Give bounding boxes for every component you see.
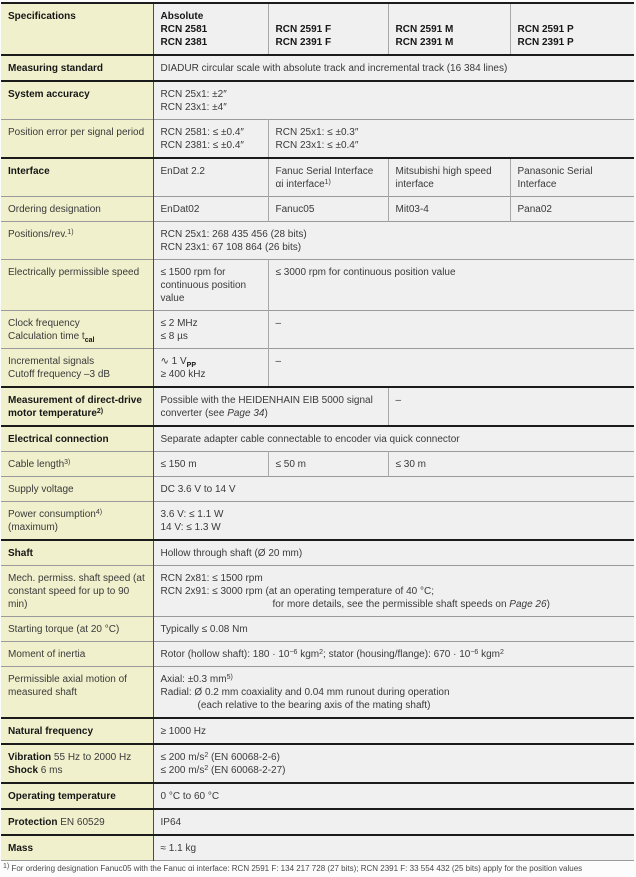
row-label-supply-voltage: Supply voltage (1, 477, 153, 502)
spec-value-cell: Pana02 (510, 197, 634, 222)
spec-value-cell: ≤ 150 m (153, 452, 268, 477)
spec-value-cell: IP64 (153, 809, 634, 835)
table-row-natural-frequency (1, 718, 634, 744)
table-row-ordering-designation (1, 197, 634, 222)
table-row-starting-torque (1, 617, 634, 642)
spec-value-cell: DIADUR circular scale with absolute track and incremental track (16 384 lines) (153, 55, 634, 81)
row-label-positions-rev: Positions/rev.$^{1)}$ (1, 222, 153, 260)
row-label-electrical-connection: Electrical connection (1, 426, 153, 452)
spec-value-cell: ≤ 3000 rpm for continuous position value (268, 260, 634, 311)
row-label-measuring-standard: Measuring standard (1, 55, 153, 81)
table-row-vibration-shock (1, 744, 634, 783)
table-row-position-error (1, 120, 634, 159)
spec-value-cell: RCN 2x81: ≤ 1500 rpm RCN 2x91: ≤ 3000 rpm (at an operating temperature of 40 °C; for more details, see the permissible shaft speeds on Page 26) (153, 566, 634, 617)
table-row-system-accuracy (1, 81, 634, 120)
footnote: $^{1)}$ For ordering designation Fanuc05 with the Fanuc αi interface: RCN 2591 F: 134 217 728 (27 bits); RCN 2391 F: 33 554 432 (25 bits) apply for the position values (3, 862, 583, 873)
spec-value-cell: ≈ 1.1 kg (153, 835, 634, 861)
row-label-electrically-permissible-speed: Electrically permissible speed (1, 260, 153, 311)
table-row-electrically-permissible-speed (1, 260, 634, 311)
table-row-supply-voltage (1, 477, 634, 502)
row-label-system-accuracy: System accuracy (1, 81, 153, 120)
header-col-endat: Absolute RCN 2581 RCN 2381 (153, 3, 268, 55)
spec-value-cell: RCN 25x1: ±2″ RCN 23x1: ±4″ (153, 81, 634, 120)
spec-value-cell: Axial: ±0.3 $mm^{5)}$ Radial: Ø 0.2 mm coaxiality and 0.04 mm runout during operation (each relative to the bearing axis of the mating shaft) (153, 667, 634, 719)
spec-value-cell: ≥ 1000 Hz (153, 718, 634, 744)
spec-value-cell: – (268, 311, 634, 349)
spec-value-cell: RCN 25x1: 268 435 456 (28 bits) RCN 23x1: 67 108 864 (26 bits) (153, 222, 634, 260)
spec-value-cell: Fanuc Serial Interface αi interface$^{1)}$ (268, 158, 388, 197)
row-label-shaft: Shaft (1, 540, 153, 566)
spec-value-cell: – (388, 387, 634, 426)
specifications-table (1, 2, 634, 861)
header-col-panasonic: RCN 2591 P RCN 2391 P (510, 3, 634, 55)
row-label-clock-frequency: Clock frequency Calculation time $t_{cal}$ (1, 311, 153, 349)
spec-value-cell: Fanuc05 (268, 197, 388, 222)
row-label-moment-of-inertia: Moment of inertia (1, 642, 153, 667)
row-label-position-error: Position error per signal period (1, 120, 153, 159)
row-label-incremental-signals: Incremental signals Cutoff frequency –3 dB (1, 349, 153, 388)
table-row-positions-rev (1, 222, 634, 260)
row-label-protection: Protection EN 60529 (1, 809, 153, 835)
spec-value-cell: ≤ 1500 rpm for continuous position value (153, 260, 268, 311)
table-row-axial-motion (1, 667, 634, 719)
table-row-interface (1, 158, 634, 197)
spec-value-cell: RCN 2581: ≤ ±0.4″ RCN 2381: ≤ ±0.4″ (153, 120, 268, 159)
spec-value-cell: Mit03-4 (388, 197, 510, 222)
table-header (1, 3, 634, 55)
spec-value-cell: 3.6 V: ≤ 1.1 W 14 V: ≤ 1.3 W (153, 502, 634, 541)
spec-value-cell: RCN 25x1: ≤ ±0.3″ RCN 23x1: ≤ ±0.4″ (268, 120, 634, 159)
spec-value-cell: Possible with the HEIDENHAIN EIB 5000 signal converter (see Page 34) (153, 387, 388, 426)
row-label-mech-shaft-speed: Mech. permiss. shaft speed (at constant speed for up to 90 min) (1, 566, 153, 617)
table-row-protection (1, 809, 634, 835)
table-row-electrical-connection (1, 426, 634, 452)
header-col-fanuc: RCN 2591 F RCN 2391 F (268, 3, 388, 55)
row-label-vibration-shock: Vibration 55 Hz to 2000 Hz Shock 6 ms (1, 744, 153, 783)
spec-value-cell: Hollow through shaft (Ø 20 mm) (153, 540, 634, 566)
header-col-mitsubishi: RCN 2591 M RCN 2391 M (388, 3, 510, 55)
header-row (1, 3, 634, 55)
row-label-starting-torque: Starting torque (at 20 °C) (1, 617, 153, 642)
table-row-shaft (1, 540, 634, 566)
table-row-cable-length (1, 452, 634, 477)
row-label-cable-length: Cable length$^{3)}$ (1, 452, 153, 477)
spec-table-body (1, 55, 634, 861)
row-label-operating-temperature: Operating temperature (1, 783, 153, 809)
table-row-motor-temperature (1, 387, 634, 426)
table-row-mass (1, 835, 634, 861)
table-row-mech-shaft-speed (1, 566, 634, 617)
spec-value-cell: Separate adapter cable connectable to encoder via quick connector (153, 426, 634, 452)
row-label-motor-temperature: Measurement of direct-drive motor temperature$^{2)}$ (1, 387, 153, 426)
datasheet-page (0, 2, 636, 873)
row-label-interface: Interface (1, 158, 153, 197)
row-label-power-consumption: Power consumption$^{4)}$ (maximum) (1, 502, 153, 541)
row-label-natural-frequency: Natural frequency (1, 718, 153, 744)
table-row-clock-frequency (1, 311, 634, 349)
table-row-measuring-standard (1, 55, 634, 81)
table-row-power-consumption (1, 502, 634, 541)
spec-value-cell: 0 °C to 60 °C (153, 783, 634, 809)
spec-value-cell: Panasonic Serial Interface (510, 158, 634, 197)
spec-value-cell: ≤ 2 MHz ≤ 8 µs (153, 311, 268, 349)
table-row-incremental-signals (1, 349, 634, 388)
table-row-operating-temperature (1, 783, 634, 809)
spec-value-cell: EnDat 2.2 (153, 158, 268, 197)
row-label-mass: Mass (1, 835, 153, 861)
row-label-axial-motion: Permissible axial motion of measured shaft (1, 667, 153, 719)
spec-value-cell: ≤ 50 m (268, 452, 388, 477)
spec-value-cell: DC 3.6 V to 14 V (153, 477, 634, 502)
spec-value-cell: EnDat02 (153, 197, 268, 222)
spec-value-cell: ≤ 200 $m/s^2$ (EN 60068-2-6) ≤ 200 $m/s^2$ (EN 60068-2-27) (153, 744, 634, 783)
spec-value-cell: ∿ 1 $V_{PP}$ ≥ 400 kHz (153, 349, 268, 388)
header-specifications: Specifications (1, 3, 153, 55)
spec-value-cell: ≤ 30 m (388, 452, 634, 477)
spec-value-cell: – (268, 349, 634, 388)
spec-value-cell: Rotor (hollow shaft): $180 \cdot 10^{-6}$ kgm$^2$; stator (housing/flange): $670 \cdot 10^{-6}$ kgm$^2$ (153, 642, 634, 667)
spec-value-cell: Mitsubishi high speed interface (388, 158, 510, 197)
spec-value-cell: Typically ≤ 0.08 Nm (153, 617, 634, 642)
table-row-moment-of-inertia (1, 642, 634, 667)
row-label-ordering-designation: Ordering designation (1, 197, 153, 222)
